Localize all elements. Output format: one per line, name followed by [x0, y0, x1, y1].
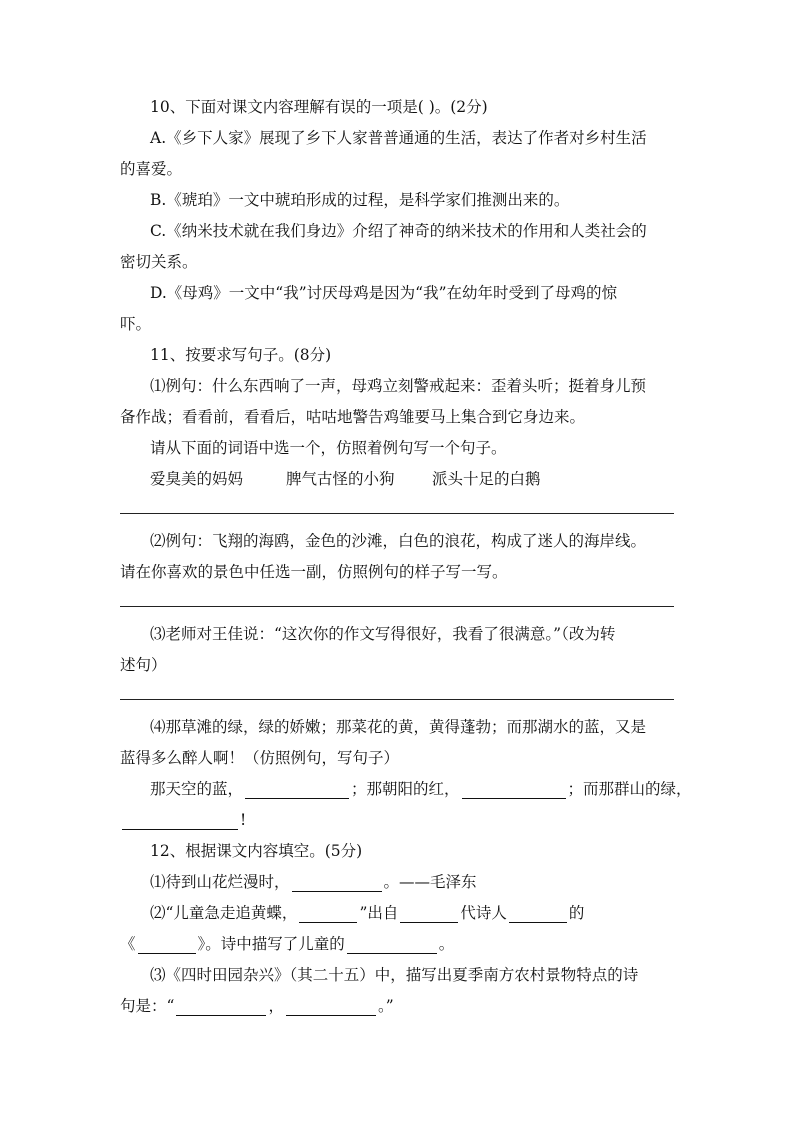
q11-part1-instruction: 请从下面的词语中选一个，仿照着例句写一个句子。 — [150, 439, 507, 457]
fill-text: ! — [240, 811, 247, 829]
fill-text: ；而那群山的绿， — [567, 780, 692, 798]
fill-text: 那天空的蓝， — [150, 780, 244, 798]
q11-part4-cont: 蓝得多么醉人啊！（仿照例句，写句子） — [120, 749, 400, 767]
answer-line-1[interactable] — [120, 495, 674, 514]
q10-option-a-cont: 的喜爱。 — [120, 160, 183, 178]
q11-part3-cont: 述句） — [120, 656, 167, 674]
answer-line-2[interactable] — [120, 588, 674, 607]
fill-text: ⑵“儿童急走追黄蝶， — [150, 904, 298, 922]
q11-part1-example-cont: 备作战；看看前，看看后，咕咕地警告鸡雏要马上集合到它身边来。 — [120, 408, 586, 426]
q11-part4-fill-cont — [120, 805, 676, 836]
fill-blank[interactable] — [176, 997, 266, 1016]
q11-title: 11、按要求写句子。(8分) — [150, 346, 332, 364]
fill-blank[interactable] — [138, 935, 196, 954]
fill-blank[interactable] — [245, 780, 349, 799]
q11-part4-fill — [120, 774, 692, 805]
fill-blank[interactable] — [347, 935, 437, 954]
fill-blank[interactable] — [509, 904, 567, 923]
q10-option-c-cont: 密切关系。 — [120, 253, 198, 271]
answer-line-3[interactable] — [120, 681, 674, 700]
question-content — [120, 92, 692, 1022]
word-choice: 脾气古怪的小狗 — [286, 470, 395, 488]
q11-word-choices — [120, 464, 676, 495]
q10-option-c: C.《纳米技术就在我们身边》介绍了神奇的纳米技术的作用和人类社会的 — [150, 222, 647, 240]
q12-part2-cont — [120, 929, 676, 960]
fill-text: 句是：“ — [120, 997, 175, 1015]
fill-blank[interactable] — [292, 873, 382, 892]
fill-text: ；那朝阳的红， — [351, 780, 460, 798]
fill-text: ⑴待到山花烂漫时， — [150, 873, 290, 891]
q12-part2 — [120, 898, 676, 929]
fill-text: 的 — [568, 904, 585, 922]
q11-part1-example: ⑴例句：什么东西响了一声，母鸡立刻警戒起来：歪着头听；挺着身儿预 — [150, 377, 647, 395]
q12-part3: ⑶《四时田园杂兴》（其二十五）中，描写出夏季南方农村景物特点的诗 — [150, 966, 639, 984]
word-choice: 派头十足的白鹅 — [432, 470, 541, 488]
fill-blank[interactable] — [400, 904, 458, 923]
q10-option-b: B.《琥珀》一文中琥珀形成的过程，是科学家们推测出来的。 — [150, 191, 570, 209]
q10-option-d: D.《母鸡》一文中“我”讨厌母鸡是因为“我”在幼年时受到了母鸡的惊 — [150, 284, 618, 302]
fill-text: 代诗人 — [460, 904, 507, 922]
q10-title: 10、下面对课文内容理解有误的一项是( )。(2分) — [150, 98, 488, 116]
word-choice: 爱臭美的妈妈 — [150, 470, 244, 488]
q12-part1 — [120, 867, 676, 898]
fill-text: 《 — [120, 935, 136, 953]
q11-part2-instruction: 请在你喜欢的景色中任选一副，仿照例句的样子写一写。 — [120, 563, 508, 581]
fill-blank[interactable] — [122, 811, 238, 830]
q11-part3: ⑶老师对王佳说：“这次你的作文写得很好，我看了很满意。”（改为转 — [150, 625, 616, 643]
q12-title: 12、根据课文内容填空。(5分) — [150, 842, 363, 860]
fill-blank[interactable] — [286, 997, 376, 1016]
fill-blank[interactable] — [462, 780, 566, 799]
q10-option-d-cont: 吓。 — [120, 315, 152, 333]
fill-text: ”出自 — [359, 904, 399, 922]
fill-text: 》。诗中描写了儿童的 — [197, 935, 345, 953]
fill-text: ， — [268, 997, 284, 1015]
fill-blank[interactable] — [299, 904, 357, 923]
fill-text: 。” — [377, 997, 394, 1015]
q12-part3-cont — [120, 991, 676, 1022]
q11-part4: ⑷那草滩的绿，绿的娇嫩；那菜花的黄，黄得蓬勃；而那湖水的蓝，又是 — [150, 718, 647, 736]
q11-part2-example: ⑵例句：飞翔的海鸥，金色的沙滩，白色的浪花，构成了迷人的海岸线。 — [150, 532, 647, 550]
fill-text: 。——毛泽东 — [383, 873, 477, 891]
fill-text: 。 — [438, 935, 455, 953]
q10-option-a: A.《乡下人家》展现了乡下人家普普通通的生活，表达了作者对乡村生活 — [150, 129, 647, 147]
